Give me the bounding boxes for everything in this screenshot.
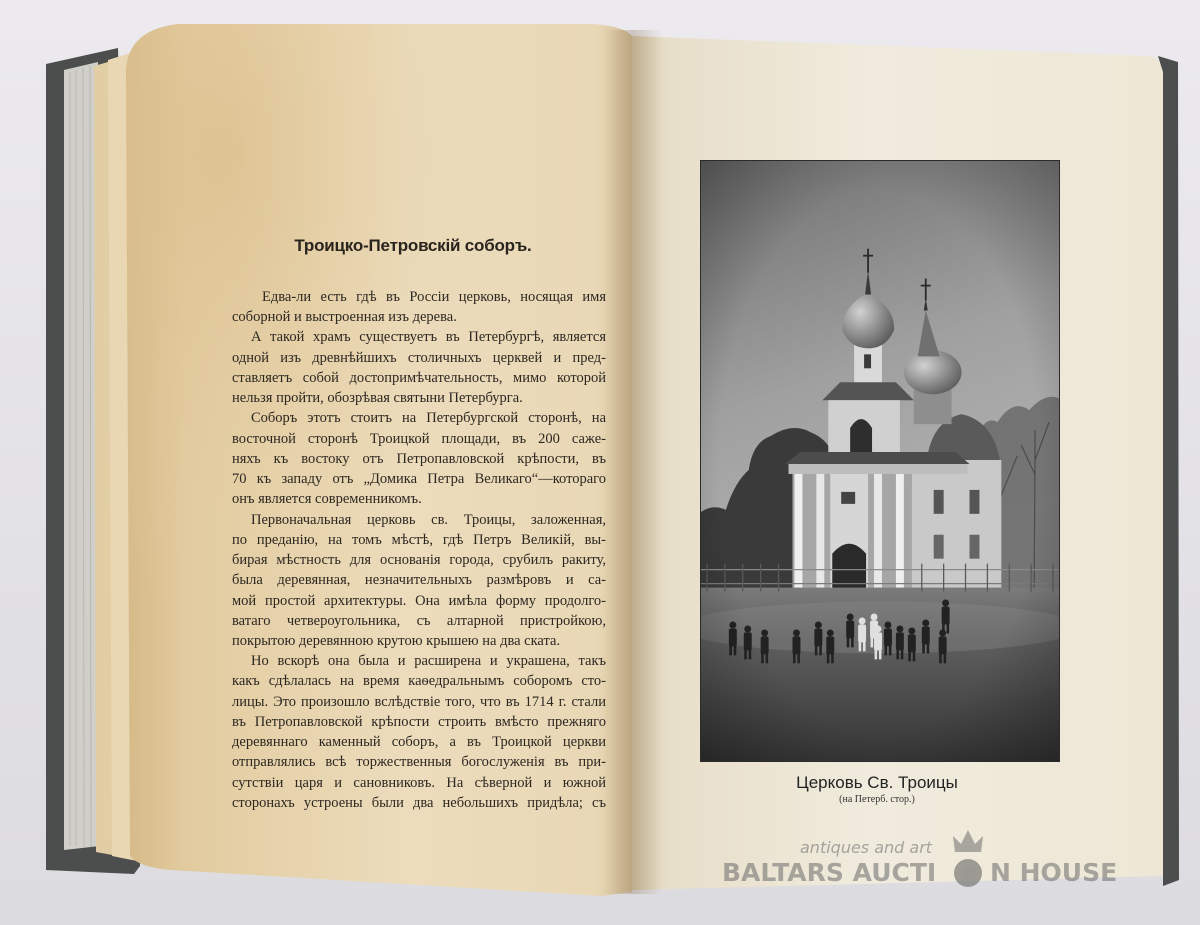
text-line: ставляетъ собой достопримѣчательность, мимо которой xyxy=(232,369,606,386)
text-line: нельзя пройти, обозрѣвая святыни Петербурга. xyxy=(232,390,523,407)
paragraph xyxy=(232,327,606,408)
text-line: какъ сдѣлалась на время каѳедральнымъ соборомъ сто- xyxy=(232,673,606,690)
plate-caption: Церковь Св. Троицы xyxy=(796,773,958,792)
plate-subcaption: (на Петерб. стор.) xyxy=(839,794,915,805)
text-line: соборной и выстроенная изъ дерева. xyxy=(232,309,457,326)
text-line: Но вскорѣ она была и расширена и украшена, такъ xyxy=(251,653,606,670)
chapter-title: Троицко-Петровскій соборъ. xyxy=(294,236,532,255)
text-line: Первоначальная церковь св. Троицы, заложенная, xyxy=(251,511,606,528)
text-line: мой простой архитектуры. Она имѣла форму продолго- xyxy=(232,592,606,609)
text-line: ватаго четвероугольника, съ алтарной пристройкою, xyxy=(232,612,606,629)
paragraph xyxy=(232,510,606,652)
text-line: была деревянная, незначительныхъ размѣровъ и са- xyxy=(232,572,606,589)
photo-vignette xyxy=(701,161,1059,761)
text-line: няхъ къ востоку отъ Петропавловской крѣпости, въ xyxy=(232,450,606,467)
paragraph xyxy=(232,287,606,327)
text-line: бирая мѣстность для основанія города, срубилъ ракиту, xyxy=(232,552,606,569)
text-line: одной изъ древнѣйшихъ столичныхъ церквей и пред- xyxy=(232,349,606,366)
text-line: отправлялись всѣ торжественныя богослуженія въ при- xyxy=(232,754,606,771)
text-line: покрытою деревянною крутою крышею на два ската. xyxy=(232,632,561,649)
text-line: онъ является современникомъ. xyxy=(232,491,422,508)
watermark-name-left: BALTARS AUCTI xyxy=(722,858,937,887)
watermark-tagline: antiques and art xyxy=(800,838,933,857)
gutter-shadow xyxy=(604,30,662,894)
church-photo xyxy=(701,161,1059,761)
text-line: лицы. Это произошло вслѣдствіе того, что въ 1714 г. стали xyxy=(232,693,606,710)
text-line: по преданію, на томъ мѣстѣ, гдѣ Петръ Великій, вы- xyxy=(232,531,606,548)
text-line: Едва-ли есть гдѣ въ Россіи церковь, носящая имя xyxy=(262,289,606,305)
text-line: восточной сторонѣ Троицкой площади, въ 200 саже- xyxy=(232,430,606,447)
text-line: въ Петропавловской крѣпости строить вмѣсто прежняго xyxy=(232,713,606,730)
text-line: сутствіи царя и сановниковъ. На сѣверной и южной xyxy=(232,774,606,791)
church-photo-plate xyxy=(700,160,1060,762)
text-line: деревяннаго каменный соборъ, а въ Троицкой церкви xyxy=(232,734,606,751)
text-line: Соборъ этотъ стоитъ на Петербургской сторонѣ, на xyxy=(251,410,606,427)
watermark-name-right: N HOUSE xyxy=(990,858,1118,887)
paragraph xyxy=(232,651,606,813)
body-text xyxy=(232,287,606,813)
crown-circle-icon xyxy=(947,826,989,890)
text-line: А такой храмъ существуетъ въ Петербургѣ, является xyxy=(251,329,606,346)
paragraph xyxy=(232,408,606,509)
text-line: сторонахъ устроены были два небольшихъ придѣла; съ xyxy=(232,794,606,811)
text-line: 70 къ западу отъ „Домика Петра Великаго“—котораго xyxy=(232,471,606,488)
